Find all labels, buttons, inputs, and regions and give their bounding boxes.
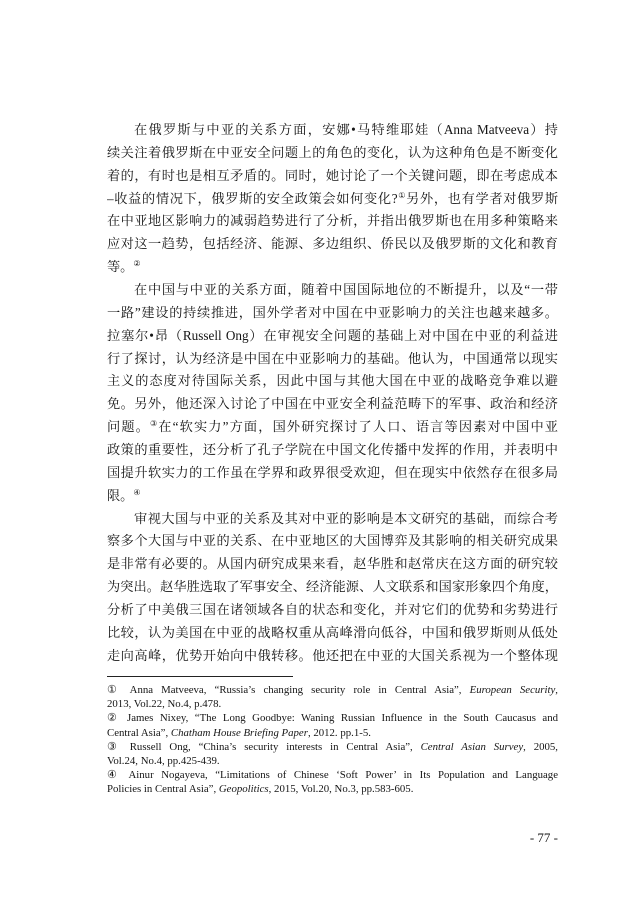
body-line: 察多个大国与中亚的关系、在中亚地区的大国博弈及其影响的相关研究成果 xyxy=(107,533,558,549)
line-text: –收益的情况下，俄罗斯的安全政策会如何变化? xyxy=(107,190,398,206)
body-line: 主义的态度对待国际关系，因此中国与其他大国在中亚的战略竞争难以避 xyxy=(107,373,558,389)
body-line: 比较，认为美国在中亚的战略权重从高峰滑向低谷，中国和俄罗斯则从低处 xyxy=(107,624,558,640)
footnote-text: , xyxy=(555,684,558,696)
footnote-ref: ③ xyxy=(149,419,159,429)
paragraph xyxy=(107,508,558,668)
body-line: 在中亚地区影响力的减弱趋势进行了分析，并指出俄罗斯也在用多种策略来 xyxy=(107,213,558,229)
footnote-line xyxy=(107,754,558,768)
footnote-text: Central Asia”, xyxy=(107,726,169,739)
line-text: 另外，也有学者对俄罗斯 xyxy=(406,190,558,206)
footnote-line xyxy=(107,697,558,711)
footnote-text: , 2005, xyxy=(523,740,558,753)
body-line: 审视大国与中亚的关系及其对中亚的影响是本文研究的基础，而综合考 xyxy=(134,510,558,526)
footnote-ref: ④ xyxy=(133,487,141,497)
footnote-text: Anna Matveeva, “Russia’s changing security role in Central Asia”, xyxy=(129,684,462,696)
body-line: 走向高峰，优势开始向中俄转移。他还把在中亚的大国关系视为一个整体现 xyxy=(107,647,558,663)
footnote-ref: ① xyxy=(397,190,407,200)
body-line: 应对这一趋势，包括经济、能源、多边组织、侨民以及俄罗斯的文化和教育 xyxy=(107,236,558,252)
line-text: 等。 xyxy=(107,259,134,275)
footnote-line xyxy=(107,683,558,697)
body-text xyxy=(107,119,558,668)
footnote-text: 2013, Vol.22, No.4, p.478. xyxy=(107,698,222,711)
line-text: 问题。 xyxy=(107,419,150,435)
body-line: 在俄罗斯与中亚的关系方面，安娜•马特维耶娃（Anna Matveeva）持 xyxy=(134,122,558,137)
body-line: 一路”建设的持续推进，国外学者对中国在中亚影响力的关注也越来越多。 xyxy=(107,304,558,320)
footnote-mark: ② xyxy=(107,712,121,725)
footnote-text: , 2015, Vol.20, No.3, pp.583-605. xyxy=(268,783,414,796)
footnote-mark: ④ xyxy=(107,769,122,782)
paragraph xyxy=(107,119,558,279)
footnote-line xyxy=(107,740,558,754)
body-line xyxy=(107,188,558,211)
body-line: 着的，有时也是相互矛盾的。同时，她讨论了一个关键问题，即在考虑成本 xyxy=(107,167,558,183)
body-line: 国提升软实力的工作虽在学界和政界很受欢迎，但在现实中依然存在很多局 xyxy=(107,464,558,480)
footnotes xyxy=(107,683,558,797)
body-line: 续关注着俄罗斯在中亚安全问题上的角色的变化，认为这种角色是不断变化 xyxy=(107,144,558,160)
body-line: 是非常有必要的。从国内研究成果来看，赵华胜和赵常庆在这方面的研究较 xyxy=(107,556,558,572)
footnote-separator xyxy=(107,676,293,677)
line-text: 限。 xyxy=(107,487,134,503)
footnote-journal: European Security xyxy=(469,684,556,696)
footnote-text: Policies in Central Asia”, xyxy=(107,783,217,796)
footnote xyxy=(107,740,558,768)
body-line xyxy=(107,256,558,279)
footnote-journal: Chatham House Briefing Paper xyxy=(170,726,308,739)
body-line: 免。另外，他还深入讨论了中国在中亚安全利益范畴下的军事、政治和经济 xyxy=(107,396,558,412)
line-text: 在“软实力”方面，国外研究探讨了人口、语言等因素对中国中亚 xyxy=(158,419,558,435)
footnote-mark: ③ xyxy=(107,740,122,753)
footnote-text: Russell Ong, “China’s security interests in Central Asia”, xyxy=(129,740,413,753)
body-line: 拉塞尔•昂（Russell Ong）在审视安全问题的基础上对中国在中亚的利益进 xyxy=(107,327,558,343)
body-line xyxy=(107,416,558,439)
body-line: 行了探讨，认为经济是中国在中亚影响力的基础。他认为，中国通常以现实 xyxy=(107,350,558,366)
footnote-text: James Nixey, “The Long Goodbye: Waning Russian Influence in the South Caucasus and xyxy=(127,712,558,725)
footnote-ref: ② xyxy=(133,259,141,269)
body-line: 在中国与中亚的关系方面，随着中国国际地位的不断提升，以及“一带 xyxy=(134,282,558,298)
body-line xyxy=(107,485,558,508)
footnote-line xyxy=(107,782,558,796)
footnote-journal: Central Asian Survey xyxy=(420,740,524,753)
footnote-text: Ainur Nogayeva, “Limitations of Chinese ‘Soft Power’ in Its Population and Language xyxy=(128,769,558,782)
footnote-text: , 2012. pp.1-5. xyxy=(307,726,371,739)
footnote-mark: ① xyxy=(107,684,123,696)
footnote-line xyxy=(107,726,558,740)
page-number: - 77 - xyxy=(529,830,558,845)
paragraph xyxy=(107,279,558,508)
body-line: 为突出。赵华胜选取了军事安全、经济能源、人文联系和国家形象四个角度， xyxy=(107,579,558,595)
footnote-line xyxy=(107,711,558,725)
footnote xyxy=(107,768,558,796)
footnote xyxy=(107,711,558,739)
footnote-line xyxy=(107,768,558,782)
body-line: 政策的重要性，还分析了孔子学院在中国文化传播中发挥的作用，并表明中 xyxy=(107,442,558,458)
body-line: 分析了中美俄三国在诸领域各自的状态和变化，并对它们的优势和劣势进行 xyxy=(107,602,558,618)
footnote xyxy=(107,683,558,711)
footnote-journal: Geopolitics xyxy=(218,783,269,796)
footnote-text: Vol.24, No.4, pp.425-439. xyxy=(107,754,220,767)
